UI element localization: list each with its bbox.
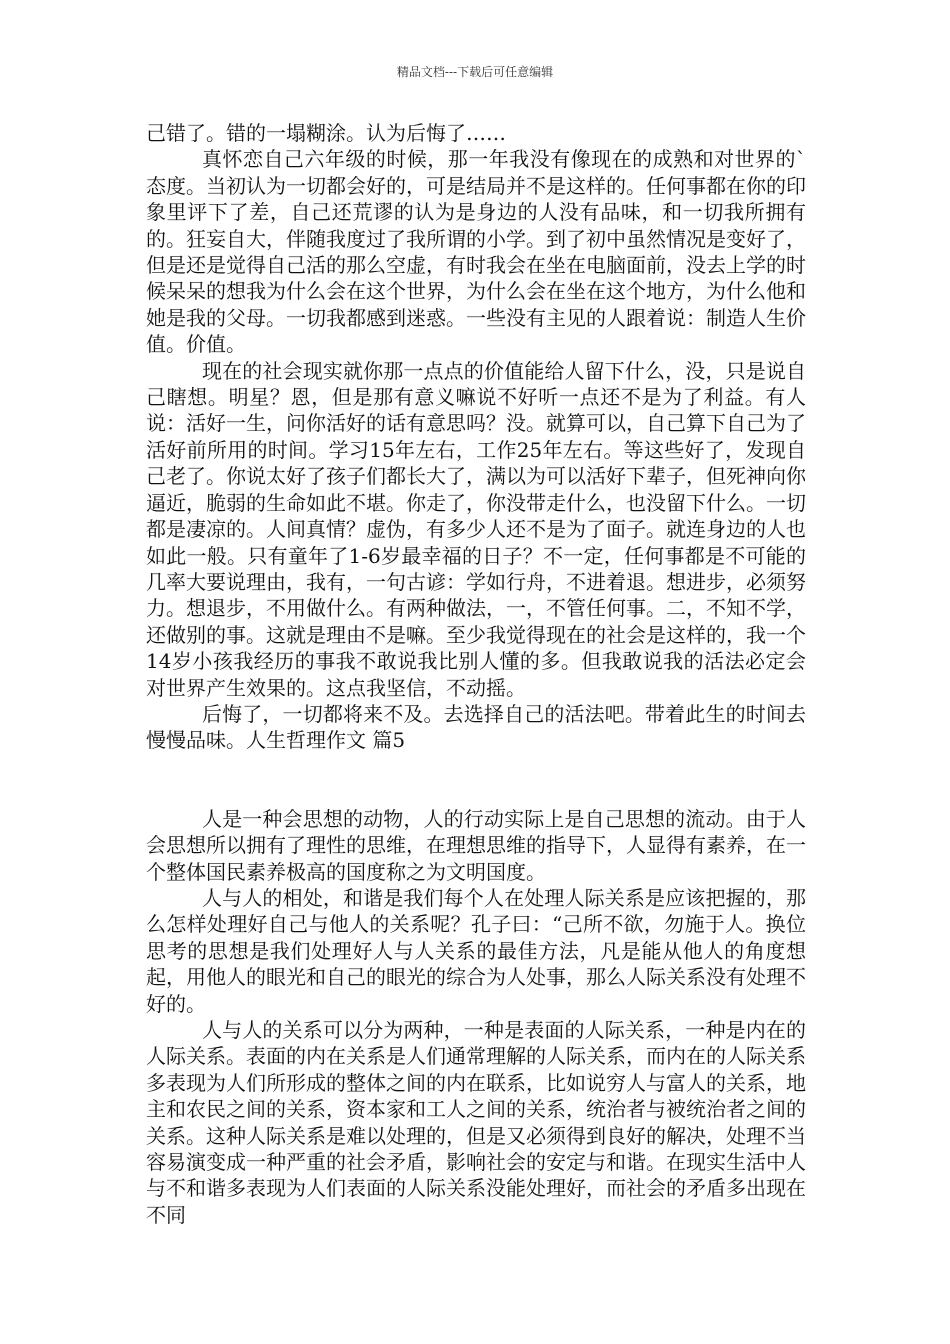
paragraph: 己错了。错的一塌糊涂。认为后悔了…… xyxy=(146,121,506,145)
document-body xyxy=(146,120,806,1228)
paragraph: 真怀恋自己六年级的时候，那一年我没有像现在的成熟和对世界的`态度。当初认为一切都会好的，可是结局并不是这样的。任何事都在你的印象里评下了差，自己还荒谬的认为是身边的人没有品味，和一切我所拥有的。狂妄自大，伴随我度过了我所谓的小学。到了初中虽然情况是变好了，但是还是觉得自己活的那么空虚，有时我会在坐在电脑面前，没去上学的时候呆呆的想我为什么会在这个世界，为什么会在坐在这个地方，为什么他和她是我的父母。一切我都感到迷惑。一些没有主见的人跟着说：制造人生价值。价值。 xyxy=(146,147,806,357)
page-header: 精品文档---下载后可任意编辑 xyxy=(396,65,554,79)
paragraph: 人与人的关系可以分为两种，一种是表面的人际关系，一种是内在的人际关系。表面的内在关系是人们通常理解的人际关系，而内在的人际关系多表现为人们所形成的整体之间的内在联系，比如说穷人与富人的关系，地主和农民之间的关系，资本家和工人之间的关系，统治者与被统治者之间的关系。这种人际关系是难以处理的，但是又必须得到良好的解决，处理不当容易演变成一种严重的社会矛盾，影响社会的安定与和谐。在现实生活中人与不和谐多表现为人们表面的人际关系没能处理好，而社会的矛盾多出现在不同 xyxy=(146,1018,806,1227)
section-spacer xyxy=(146,754,806,806)
paragraph: 人与人的相处，和谐是我们每个人在处理人际关系是应该把握的，那么怎样处理好自己与他人的关系呢？孔子曰：“己所不欲，勿施于人。换位思考的思想是我们处理好人与人关系的最佳方法，凡是能从他人的角度想起，用他人的眼光和自己的眼光的综合为人处事，那么人际关系没有处理不好的。 xyxy=(146,885,806,1016)
paragraph: 后悔了，一切都将来不及。去选择自己的活法吧。带着此生的时间去慢慢品味。人生哲理作文 篇5 xyxy=(146,701,806,753)
paragraph: 现在的社会现实就你那一点点的价值能给人留下什么，没，只是说自己瞎想。明星？恩，但是那有意义嘛说不好听一点还不是为了利益。有人说：活好一生，问你活好的话有意思吗？没。就算可以，自己算下自己为了活好前所用的时间。学习15年左右，工作25年左右。等这些好了，发现自己老了。你说太好了孩子们都长大了，满以为可以活好下辈子，但死神向你逼近，脆弱的生命如此不堪。你走了，你没带走什么，也没留下什么。一切都是凄凉的。人间真情？虚伪，有多少人还不是为了面子。就连身边的人也如此一般。只有童年了1-6岁最幸福的日子？不一定，任何事都是不可能的几率大要说理由，我有，一句古谚：学如行舟，不进着退。想进步，必须努力。想退步，不用做什么。有两种做法，一，不管任何事。二，不知不学，还做别的事。这就是理由不是嘛。至少我觉得现在的社会是这样的，我一个14岁小孩我经历的事我不敢说我比别人懂的多。但我敢说我的活法必定会对世界产生效果的。这点我坚信，不动摇。 xyxy=(146,358,806,700)
paragraph: 人是一种会思想的动物，人的行动实际上是自己思想的流动。由于人会思想所以拥有了理性的思维，在理想思维的指导下，人显得有素养，在一个整体国民素养极高的国度称之为文明国度。 xyxy=(146,806,806,884)
